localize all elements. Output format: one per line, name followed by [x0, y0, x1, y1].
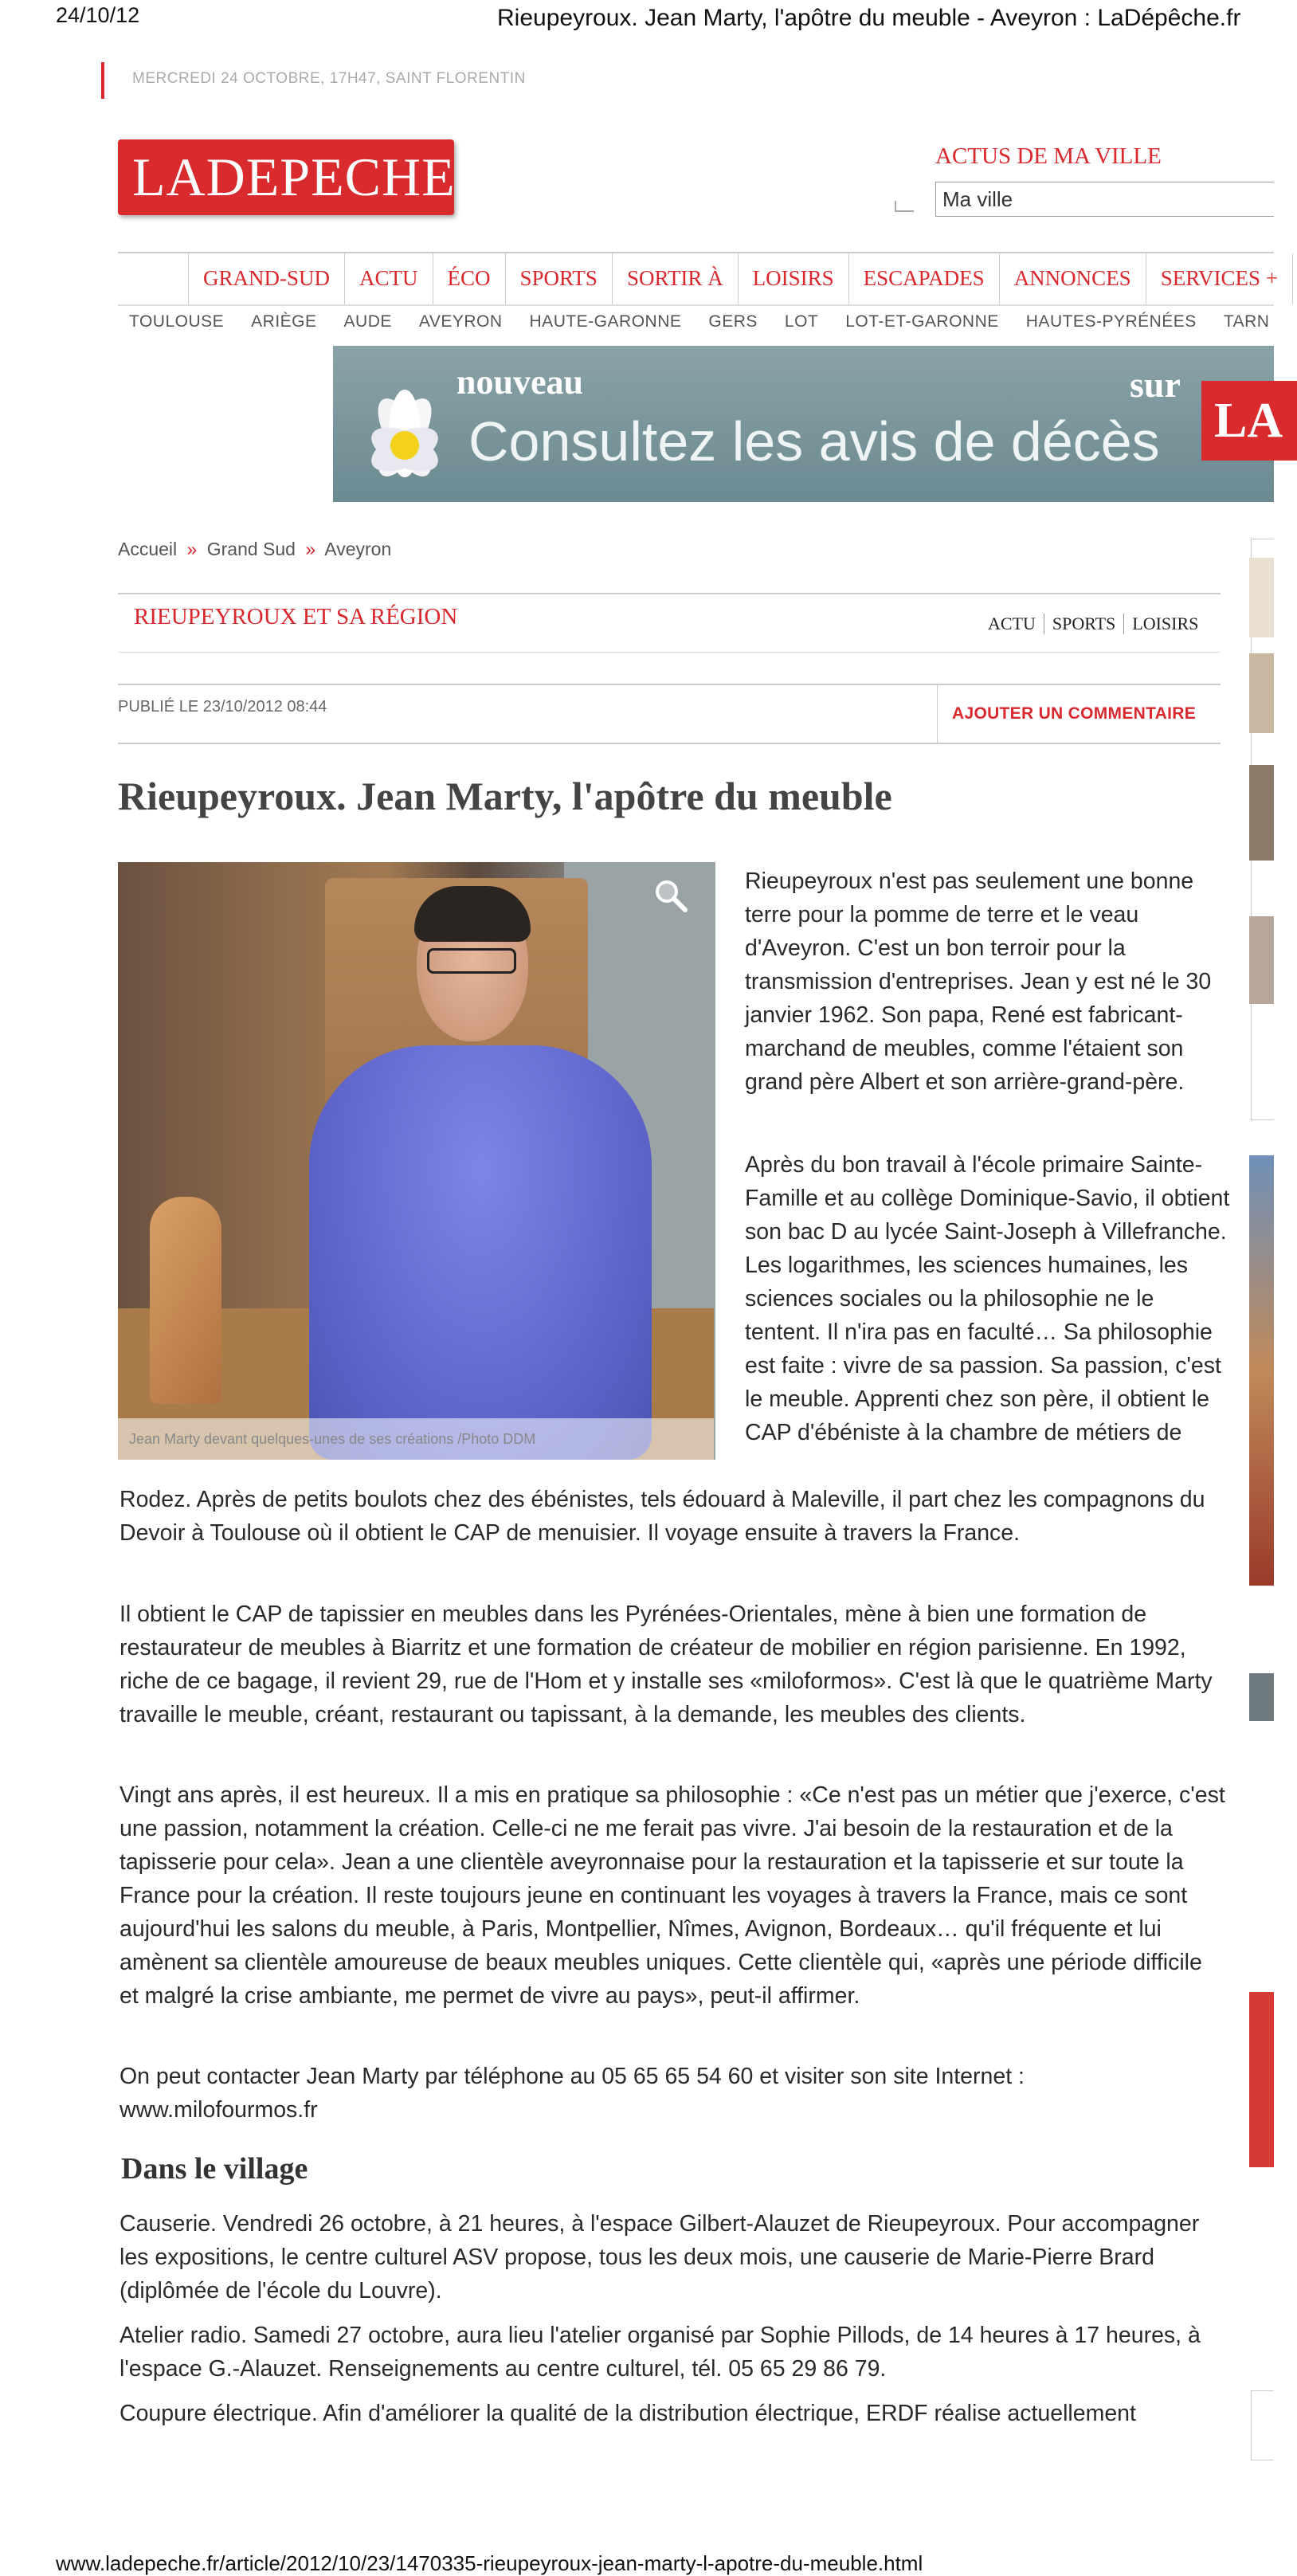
zoom-magnifier-icon[interactable]: [653, 878, 688, 913]
lotus-flower-icon: [349, 362, 460, 489]
nav-item-grand-sud[interactable]: GRAND-SUD: [189, 253, 345, 304]
village-section-title: Dans le village: [121, 2152, 308, 2186]
logo-main-text: LADEPECHE: [132, 147, 456, 207]
print-title: Rieupeyroux. Jean Marty, l'apôtre du meuble - Aveyron : LaDépêche.fr: [497, 5, 1241, 31]
nav-item-eco[interactable]: ÉCO: [433, 253, 506, 304]
article-title: Rieupeyroux. Jean Marty, l'apôtre du meuble: [118, 774, 892, 818]
section-links: [980, 614, 1206, 634]
nav-item-annonces[interactable]: ANNONCES: [1000, 253, 1146, 304]
subnav-item-haute-garonne[interactable]: HAUTE-GARONNE: [529, 312, 682, 331]
add-comment-button[interactable]: AJOUTER UN COMMENTAIRE: [937, 685, 1221, 743]
print-date: 24/10/12: [56, 3, 140, 27]
breadcrumb: [118, 539, 391, 560]
article-paragraph: Rieupeyroux n'est pas seulement une bonne terre pour la pomme de terre et le veau d'Aveyron. C'est un bon terroir pour la transmission d'entreprises. Jean y est né le 30 janvier 1962. Son papa, René est fabricant-marchand de meubles, comme l'étaient son grand père Albert et son arrière-grand-père.: [745, 868, 1212, 1095]
subnav-item-ariege[interactable]: ARIÈGE: [251, 312, 317, 331]
photo-person-hair: [414, 886, 531, 942]
subnav-item-toulouse[interactable]: TOULOUSE: [129, 312, 225, 331]
subnav-item-aude[interactable]: AUDE: [343, 312, 392, 331]
section-link-loisirs[interactable]: LOISIRS: [1132, 614, 1199, 633]
banner-headline: Consultez les avis de décès: [468, 410, 1160, 472]
article-paragraph: Il obtient le CAP de tapissier en meubles dans les Pyrénées-Orientales, mène à bien une formation de restaurateur de meubles à Biarritz et une formation de créateur de mobilier en région parisienne. En 1992, riche de ce bagage, il revient 29, rue de l'Hom et y installe ses «miloformos». C'est là que le quatrième Marty travaille le meuble, créant, restaurant ou tapissant, à la demande, les meubles des clients.: [120, 1602, 1213, 1727]
print-header: [0, 0, 1274, 40]
photo-caption: Jean Marty devant quelques-unes de ses créations /Photo DDM: [118, 1418, 714, 1460]
subnav-item-gers[interactable]: GERS: [708, 312, 758, 331]
article-contact-paragraph: On peut contacter Jean Marty par téléphone au 05 65 65 54 60 et visiter son site Internet : www.milofourmos.fr: [120, 2064, 1025, 2123]
nav-divider-bottom: [118, 304, 1274, 306]
breadcrumb-aveyron[interactable]: Aveyron: [324, 539, 392, 559]
sidebar-fragment: [1251, 2390, 1274, 2460]
department-nav: [129, 312, 1296, 331]
banner-sur: sur: [1130, 364, 1181, 405]
subnav-item-tarn[interactable]: TARN: [1223, 312, 1270, 331]
village-paragraph: Atelier radio. Samedi 27 octobre, aura lieu l'atelier organisé par Sophie Pillods, de 14 heures à 17 heures, à l'espace G.-Alauzet. Renseignements au centre culturel, tél. 05 65 29 86 79.: [120, 2323, 1201, 2382]
pub-divider: [118, 743, 1221, 744]
breadcrumb-separator: »: [305, 539, 316, 559]
section-divider: [118, 652, 1221, 653]
logo-dot: .: [458, 147, 472, 207]
photo-person: [309, 1045, 652, 1460]
nav-item-actu[interactable]: ACTU: [345, 253, 433, 304]
subnav-item-lot-et-garonne[interactable]: LOT-ET-GARONNE: [845, 312, 999, 331]
article-paragraph: Après du bon travail à l'école primaire Sainte-Famille et au collège Dominique-Savio, il obtient son bac D au lycée Saint-Joseph à Villefranche. Les logarithmes, les sciences humaines, les sciences sociales ou la philosophie ne le tentent. Il n'ira pas en faculté… Sa philosophie est faite : vivre de sa passion. Sa passion, c'est le meuble. Apprenti chez son père, il obtient le CAP d'ébéniste à la chambre de métiers de: [745, 1152, 1230, 1445]
article-paragraph: Vingt ans après, il est heureux. Il a mis en pratique sa philosophie : «Ce n'est pas un métier que j'exerce, c'est une passion, notamment la création. Celle-ci ne me ferait pas vivre. J'ai besoin de la restauration et de la tapisserie pour cela». Jean a une clientèle aveyronnaise pour la restauration et la tapisserie et sur toute la France pour la création. Il reste toujours jeune en continuant les voyages à travers la France, mais ce sont aujourd'hui les salons du meuble, à Paris, Montpellier, Nîmes, Avignon, Bordeaux… qu'il fréquente et lui amènent sa clientèle amoureuse de beaux meubles uniques. Cette clientèle qui, «après une période difficile et malgré la crise ambiante, me permet de vivre au pays», peut-il affirmer.: [120, 1782, 1225, 2009]
breadcrumb-separator: »: [186, 539, 198, 559]
article-photo[interactable]: [118, 862, 714, 1460]
obituary-banner-ad[interactable]: [333, 346, 1283, 502]
subnav-item-lot[interactable]: LOT: [784, 312, 819, 331]
nav-item-sortir[interactable]: SORTIR À: [613, 253, 739, 304]
nav-item-escapades[interactable]: ESCAPADES: [849, 253, 1000, 304]
nav-item-sports[interactable]: SPORTS: [506, 253, 613, 304]
section-divider: [118, 593, 1221, 594]
city-search-input[interactable]: [935, 182, 1274, 217]
photo-person-glasses: [427, 948, 516, 974]
breadcrumb-accueil[interactable]: Accueil: [118, 539, 178, 559]
article-paragraph: Rodez. Après de petits boulots chez des ébénistes, tels édouard à Maleville, il part chez les compagnons du Devoir à Toulouse où il obtient le CAP de menuisier. Il voyage ensuite à travers la France.: [120, 1487, 1205, 1546]
village-paragraph: Coupure électrique. Afin d'améliorer la qualité de la distribution électrique, ERDF réalise actuellement: [120, 2401, 1136, 2426]
village-paragraph: Causerie. Vendredi 26 octobre, à 21 heures, à l'espace Gilbert-Alauzet de Rieupeyroux. Pour accompagner les expositions, le centre culturel ASV propose, tous les deux mois, une causerie de Marie-Pierre Brard (diplômée de l'école du Louvre).: [120, 2211, 1200, 2304]
sidebar-image-fragment: [1249, 765, 1274, 861]
photo-sculpture: [150, 1197, 221, 1404]
dateline-accent: [101, 62, 104, 99]
banner-brand: LA: [1201, 381, 1297, 461]
publication-date: PUBLIÉ LE 23/10/2012 08:44: [118, 698, 327, 716]
section-link-sports[interactable]: SPORTS: [1044, 614, 1124, 634]
site-logo[interactable]: [118, 139, 504, 215]
nav-item-services[interactable]: SERVICES +: [1146, 253, 1293, 304]
dateline: MERCREDI 24 OCTOBRE, 17H47, SAINT FLORENTIN: [132, 70, 526, 87]
main-nav: [188, 253, 1293, 304]
print-footer-url: www.ladepeche.fr/article/2012/10/23/1470335-rieupeyroux-jean-marty-l-apotre-du-meuble.html: [56, 2551, 923, 2575]
logo-tld: fr: [475, 155, 504, 200]
section-title[interactable]: RIEUPEYROUX ET SA RÉGION: [134, 604, 458, 629]
subnav-item-hautes-pyrenees[interactable]: HAUTES-PYRÉNÉES: [1025, 312, 1197, 331]
return-arrow-icon: [895, 201, 914, 212]
breadcrumb-grand-sud[interactable]: Grand Sud: [206, 539, 296, 559]
subnav-item-aveyron[interactable]: AVEYRON: [418, 312, 503, 331]
sidebar-image-fragment: [1249, 1673, 1274, 1721]
actus-ma-ville-title: ACTUS DE MA VILLE: [935, 143, 1162, 169]
sidebar-image-fragment: [1249, 558, 1274, 637]
section-link-actu[interactable]: ACTU: [980, 614, 1044, 634]
sidebar-image-fragment: [1249, 1992, 1274, 2167]
sidebar-image-fragment: [1249, 1155, 1274, 1586]
sidebar-image-fragment: [1249, 653, 1274, 733]
banner-nouveau: nouveau: [456, 363, 583, 402]
sidebar-image-fragment: [1249, 916, 1274, 1004]
nav-item-loisirs[interactable]: LOISIRS: [739, 253, 849, 304]
